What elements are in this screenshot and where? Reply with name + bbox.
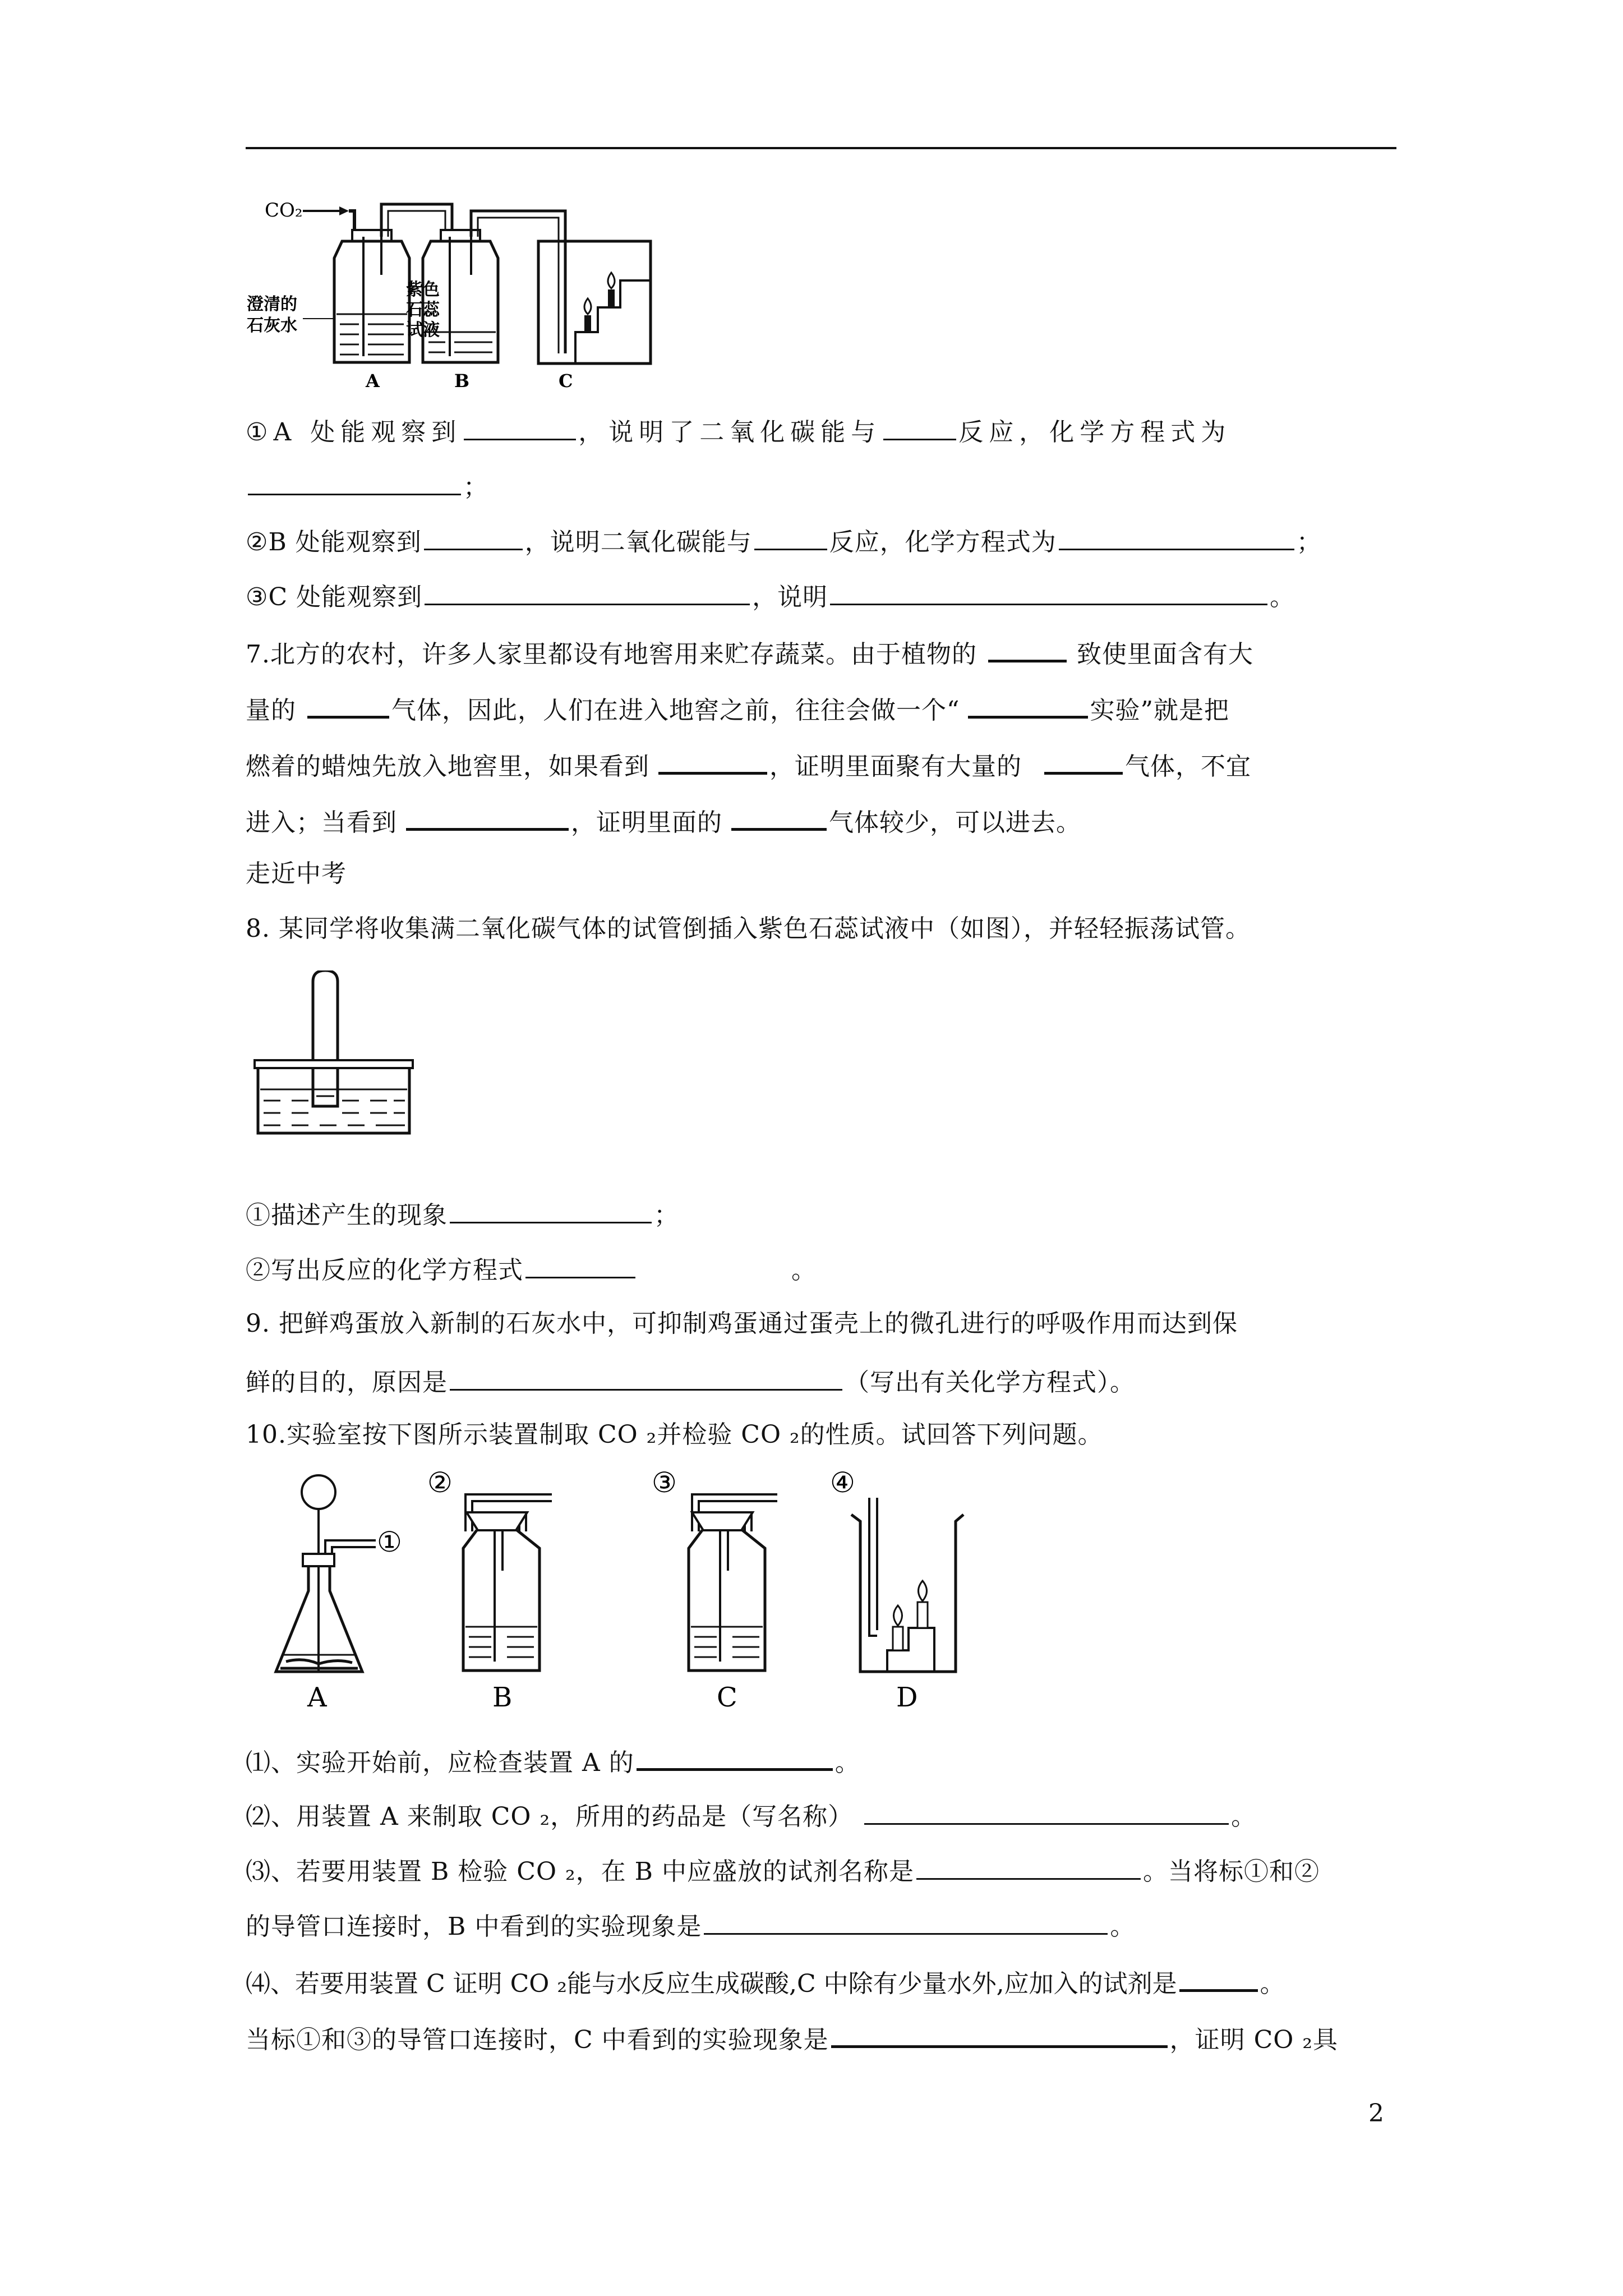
label-litmus-2: 石蕊 — [406, 300, 440, 320]
label-lime-water-1: 澄清的 — [247, 295, 297, 314]
q9-line2: 鲜的目的，原因是 （写出有关化学方程式）。 — [246, 1363, 1135, 1400]
apparatus-a-label: A — [307, 1682, 327, 1713]
q6-item1-blank-equation[interactable] — [248, 468, 461, 495]
q8-item2: ②写出反应的化学方程式 。 — [246, 1251, 817, 1287]
bottle-b-label: B — [454, 370, 470, 392]
apparatus-b-label: B — [492, 1682, 513, 1713]
q7-blank-2[interactable] — [307, 690, 389, 719]
q6-item1-blank-reactant[interactable] — [883, 413, 956, 440]
q10-blank-2[interactable] — [864, 1797, 1229, 1825]
label-lime-water-2: 石灰水 — [247, 316, 297, 335]
q7-blank-5[interactable] — [1044, 746, 1123, 775]
q6-item3-blank-conclusion[interactable] — [830, 578, 1267, 605]
q6-item1-blank-observation[interactable] — [464, 413, 576, 440]
q9-line1: 9. 把鲜鸡蛋放入新制的石灰水中，可抑制鸡蛋通过蛋壳上的微孔进行的呼吸作用而达到保 — [246, 1309, 1238, 1338]
q10-blank-4[interactable] — [704, 1907, 1108, 1935]
q7-blank-1[interactable] — [988, 634, 1067, 662]
bottle-a-label: A — [366, 370, 380, 392]
label-litmus-3: 试液 — [406, 320, 440, 340]
q7-line1: 7.北方的农村，许多人家里都设有地窖用来贮存蔬菜。由于植物的 致使里面含有大 — [246, 634, 1253, 671]
q10-blank-1[interactable] — [637, 1742, 833, 1771]
q6-item2-blank-observation[interactable] — [424, 523, 523, 550]
q10-part1: ⑴、实验开始前，应检查装置 A 的 。 — [246, 1742, 860, 1780]
section-title: 走近中考 — [246, 859, 347, 888]
q7-blank-7[interactable] — [731, 802, 827, 831]
port-label-1: ① — [377, 1526, 402, 1558]
co2-label: CO₂ — [265, 199, 303, 222]
q7-blank-3[interactable] — [968, 690, 1088, 719]
port-label-2: ② — [427, 1466, 453, 1499]
q10-blank-6[interactable] — [831, 2019, 1168, 2048]
q9-blank-equation[interactable] — [450, 1363, 842, 1391]
apparatus-d-label: D — [896, 1682, 918, 1713]
q8-blank-phenomenon[interactable] — [450, 1196, 652, 1223]
q10-stem: 10.实验室按下图所示装置制取 CO ₂并检验 CO ₂的性质。试回答下列问题。 — [246, 1420, 1103, 1449]
q7-line2: 量的 气体，因此，人们在进入地窖之前，往往会做一个“ 实验”就是把 — [246, 690, 1229, 728]
q6-item2-blank-equation[interactable] — [1059, 523, 1294, 550]
q10-part2: ⑵、用装置 A 来制取 CO ₂，所用的药品是（写名称） 。 — [246, 1797, 1256, 1834]
q8-stem: 8. 某同学将收集满二氧化碳气体的试管倒插入紫色石蕊试液中（如图），并轻轻振荡试管。 — [246, 914, 1251, 943]
figure-test-tube-in-litmus — [247, 970, 426, 1139]
q6-item1-line1: ①A 处能观察到 ，说明了二氧化碳能与 反应，化学方程式为 — [246, 413, 1231, 449]
q10-part3-line1: ⑶、若要用装置 B 检验 CO ₂，在 B 中应盛放的试剂名称是 。当将标①和② — [246, 1852, 1320, 1889]
port-label-4: ④ — [830, 1466, 855, 1499]
q6-item3: ③C 处能观察到 ，说明 。 — [246, 578, 1295, 614]
q6-item2-blank-reactant[interactable] — [754, 523, 827, 550]
header-rule — [246, 147, 1396, 149]
apparatus-c-label: C — [717, 1682, 737, 1713]
q8-item1: ①描述产生的现象 ； — [246, 1196, 679, 1232]
box-c-label: C — [559, 370, 573, 392]
q6-item3-blank-observation[interactable] — [425, 578, 750, 605]
q7-line4: 进入；当看到 ，证明里面的 气体较少，可以进去。 — [246, 802, 1081, 840]
port-label-3: ③ — [652, 1466, 677, 1499]
q10-blank-3[interactable] — [916, 1852, 1141, 1880]
q8-blank-equation[interactable] — [525, 1251, 635, 1278]
label-litmus-1: 紫色 — [406, 280, 440, 300]
q7-line3: 燃着的蜡烛先放入地窖里，如果看到 ，证明里面聚有大量的 气体，不宜 — [246, 746, 1251, 784]
q10-part4-line1: ⑷、若要用装置 C 证明 CO ₂能与水反应生成碳酸,C 中除有少量水外,应加入的试剂是 。 — [246, 1963, 1285, 2001]
figure-co2-apparatus — [241, 185, 746, 398]
q6-item2: ②B 处能观察到 ，说明二氧化碳能与 反应，化学方程式为 ； — [246, 523, 1322, 559]
q7-blank-4[interactable] — [658, 746, 767, 775]
q10-part4-line2: 当标①和③的导管口连接时，C 中看到的实验现象是 ，证明 CO ₂具 — [246, 2019, 1338, 2057]
q10-blank-5[interactable] — [1179, 1963, 1258, 1992]
q6-item1-line2: ； — [246, 468, 488, 504]
q7-blank-6[interactable] — [406, 802, 569, 831]
q10-part3-line2: 的导管口连接时，B 中看到的实验现象是 。 — [246, 1907, 1135, 1944]
figure-apparatus-abcd — [247, 1458, 1032, 1717]
page-number: 2 — [1368, 2099, 1384, 2128]
